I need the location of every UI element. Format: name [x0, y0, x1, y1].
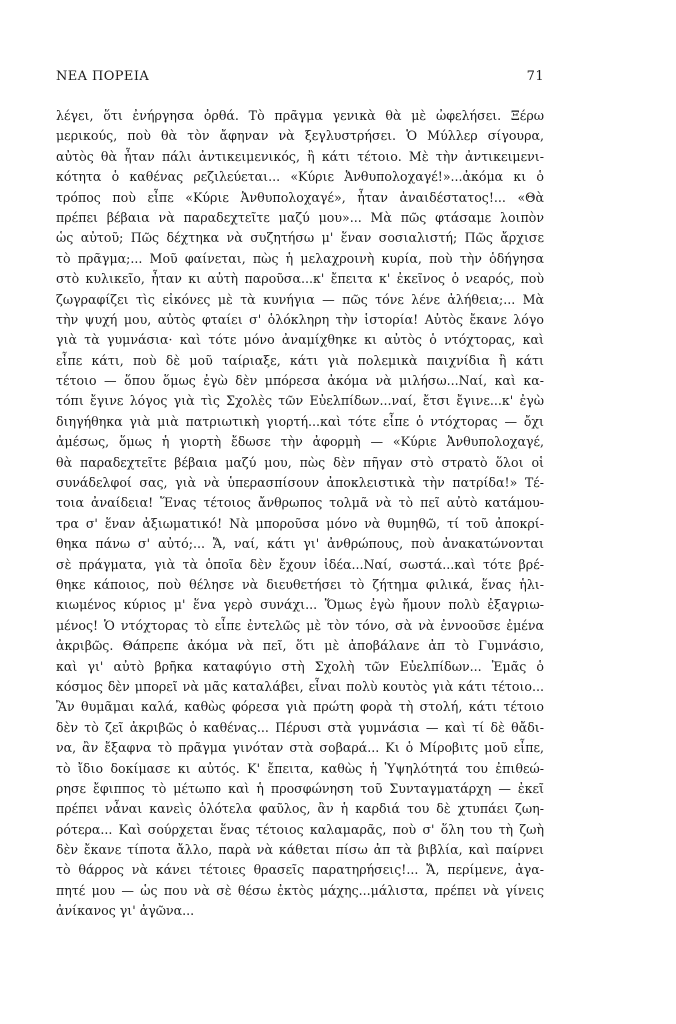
text-line: τόπι ἔγινε λόγος γιὰ τὶς Σχολὲς τῶν Εὐελπίδων...ναί, ἔτσι ἔγινε...κ' ἐγὼ — [56, 393, 544, 409]
body-text — [56, 106, 544, 922]
text-line: τὸ πρᾶγμα;... Μοῦ φαίνεται, πὼς ἡ μελαχροινὴ κυρία, ποὺ τὴν ὁδήγησα — [56, 250, 544, 266]
text-line: πρέπει βέβαια νὰ παραδεχτεῖτε μαζύ μου»... Μὰ πῶς φτάσαμε λοιπὸν — [56, 209, 544, 225]
text-line: μένος! Ὁ ντόχτορας τὸ εἶπε ἐντελῶς μὲ τὸν τόνο, σὰ νὰ ἐννοοῦσε ἐμένα — [56, 617, 544, 633]
text-line: ρησε ἔφιππος τὸ μέτωπο καὶ ἡ προσφώνηση τοῦ Συνταγματάρχη — ἐκεῖ — [56, 780, 544, 796]
text-line: κόσμος δὲν μπορεῖ νὰ μᾶς καταλάβει, εἶναι πολὺ κουτὸς γιὰ κάτι τέτοιο... — [56, 678, 544, 694]
text-line: στὸ κυλικεῖο, ἦταν κι αὐτὴ παροῦσα...κ' ἔπειτα κ' ἐκεῖνος ὁ νεαρός, ποὺ — [56, 271, 544, 287]
text-line: δὲν τὸ ζεῖ ἀκριβῶς ὁ καθένας... Πέρυσι στὰ γυμνάσια — καὶ τί δὲ θἄδι- — [56, 719, 544, 735]
text-line: εἶπε κάτι, ποὺ δὲ μοῦ ταίριαξε, κάτι γιὰ πολεμικὰ παιχνίδια ἢ κάτι — [56, 352, 544, 368]
text-line: ρότερα... Καὶ σούρχεται ἕνας τέτοιος καλαμαρᾶς, ποὺ σ' ὅλη του τὴ ζωὴ — [56, 821, 544, 837]
text-line: ἀνίκανος γι' ἀγῶνα... — [56, 903, 195, 919]
text-line: ζωγραφίζει τὶς εἰκόνες μὲ τὰ κυνήγια — πῶς τόνε λένε ἀλήθεια;... Μὰ — [56, 291, 544, 307]
text-line: διηγήθηκα γιὰ μιὰ πατριωτικὴ γιορτή...καὶ τότε εἶπε ὁ ντόχτορας — ὄχι — [56, 413, 544, 429]
text-line: τέτοιο — ὅπου ὅμως ἐγὼ δὲν μπόρεσα ἀκόμα νὰ μιλήσω...Ναί, καὶ κα- — [56, 373, 544, 389]
text-line: συνάδελφοί σας, γιὰ νὰ ὑπερασπίσουν ἀποκλειστικὰ τὴν πατρίδα!» Τέ- — [56, 475, 544, 491]
text-line: τὸ θάρρος νὰ κάνει τέτοιες θρασεῖς παρατηρήσεις!... Ἄ, περίμενε, ἀγα- — [56, 862, 544, 878]
page-number: 71 — [526, 69, 544, 84]
text-line: θηκε κάποιος, ποὺ θέλησε νὰ διευθετήσει τὸ ζήτημα φιλικά, ἕνας ἡλι- — [56, 576, 544, 592]
text-line: λέγει, ὅτι ἐνήργησα ὀρθά. Τὸ πρᾶγμα γενικὰ θὰ μὲ ὠφελήσει. Ξέρω — [56, 108, 544, 123]
text-line: τὸ ἴδιο δοκίμασε κι αὐτός. Κ' ἔπειτα, καθὼς ἡ Ὑψηλότητά του ἐπιθεώ- — [56, 760, 544, 776]
text-line: σὲ πράγματα, γιὰ τὰ ὁποῖα δὲν ἔχουν ἰδέα...Ναί, σωστά...καὶ τότε βρέ- — [56, 556, 544, 572]
text-line: θὰ παραδεχτεῖτε βέβαια μαζύ μου, πὼς δὲν πῆγαν στὸ στρατὸ ὅλοι οἱ — [56, 454, 544, 470]
text-line: κότητα ὁ καθένας ρεζιλεύεται... «Κύριε Ἀνθυπολοχαγέ!»...ἀκόμα κι ὁ — [56, 169, 544, 185]
text-line: τρόπος ποὺ εἶπε «Κύριε Ἀνθυπολοχαγέ», ἦταν ἀναιδέστατος!... «Θὰ — [56, 189, 544, 205]
text-line: πρέπει νἆναι κανεὶς ὁλότελα φαῦλος, ἂν ἡ καρδιά του δὲ χτυπάει ζωη- — [56, 801, 544, 817]
text-line: να, ἂν ἔξαφνα τὸ πρᾶγμα γινόταν στὰ σοβαρά... Κι ὁ Μίροβιτς μοῦ εἶπε, — [56, 740, 544, 756]
text-line: τὴν ψυχή μου, αὐτὸς φταίει σ' ὁλόκληρη τὴν ἱστορία! Αὐτὸς ἔκανε λόγο — [56, 311, 544, 327]
running-title: ΝΕΑ ΠΟΡΕΙΑ — [56, 69, 150, 84]
text-line: θηκα πάνω σ' αὐτό;... Ἄ, ναί, κάτι γι' ἀνθρώπους, ποὺ ἀνακατώνονται — [56, 536, 544, 552]
text-line: Ἂν θυμᾶμαι καλά, καθὼς φόρεσα γιὰ πρώτη φορὰ τὴ στολή, κάτι τέτοιο — [56, 699, 544, 715]
text-line: κιωμένος κύριος μ' ἕνα γερὸ συνάχι... Ὅμως ἐγὼ ἤμουν πολὺ ἐξαγριω- — [56, 597, 544, 613]
text-line: τοια ἀναίδεια! Ἕνας τέτοιος ἄνθρωπος τολμᾶ νὰ τὸ πεῖ αὐτὸ κατάμου- — [56, 495, 544, 511]
text-line: αὐτὸς θὰ ἦταν πάλι ἀντικειμενικός, ἢ κάτι τέτοιο. Μὲ τὴν ἀντικειμενι- — [56, 148, 544, 164]
text-line: καὶ γι' αὐτὸ βρῆκα καταφύγιο στὴ Σχολὴ τῶν Εὐελπίδων... Ἐμᾶς ὁ — [56, 658, 544, 674]
text-line: γιὰ τὰ γυμνάσια· καὶ τότε μόνο ἀναμίχθηκε κι αὐτὸς ὁ ντόχτορας, καὶ — [56, 332, 544, 348]
text-line: ἀκριβῶς. Θάπρεπε ἀκόμα νὰ πεῖ, ὅτι μὲ ἀποβάλανε ἀπ τὸ Γυμνάσιο, — [56, 638, 544, 654]
text-line: τρα σ' ἕναν ἀξιωματικό! Νὰ μποροῦσα μόνο νὰ θυμηθῶ, τί τοῦ ἀποκρί- — [56, 515, 544, 531]
text-line: ὡς αὐτοῦ; Πῶς δέχτηκα νὰ συζητήσω μ' ἕναν σοσιαλιστή; Πῶς ἄρχισε — [56, 230, 544, 246]
text-line: πητέ μου — ὡς που νὰ σὲ θέσω ἐκτὸς μάχης...μάλιστα, πρέπει νὰ γίνεις — [56, 882, 544, 898]
text-line: ἀμέσως, ὅμως ἡ γιορτὴ ἔδωσε τὴν ἀφορμὴ — «Κύριε Ἀνθυπολοχαγέ, — [56, 434, 544, 450]
text-line: δὲν ἔκανε τίποτα ἄλλο, παρὰ νὰ κάθεται πίσω ἀπ τὰ βιβλία, καὶ παίρνει — [56, 842, 544, 858]
running-head — [56, 69, 544, 84]
text-line: μερικούς, ποὺ θὰ τὸν ἄφηναν νὰ ξεγλυστρήσει. Ὁ Μύλλερ σίγουρα, — [56, 128, 544, 144]
